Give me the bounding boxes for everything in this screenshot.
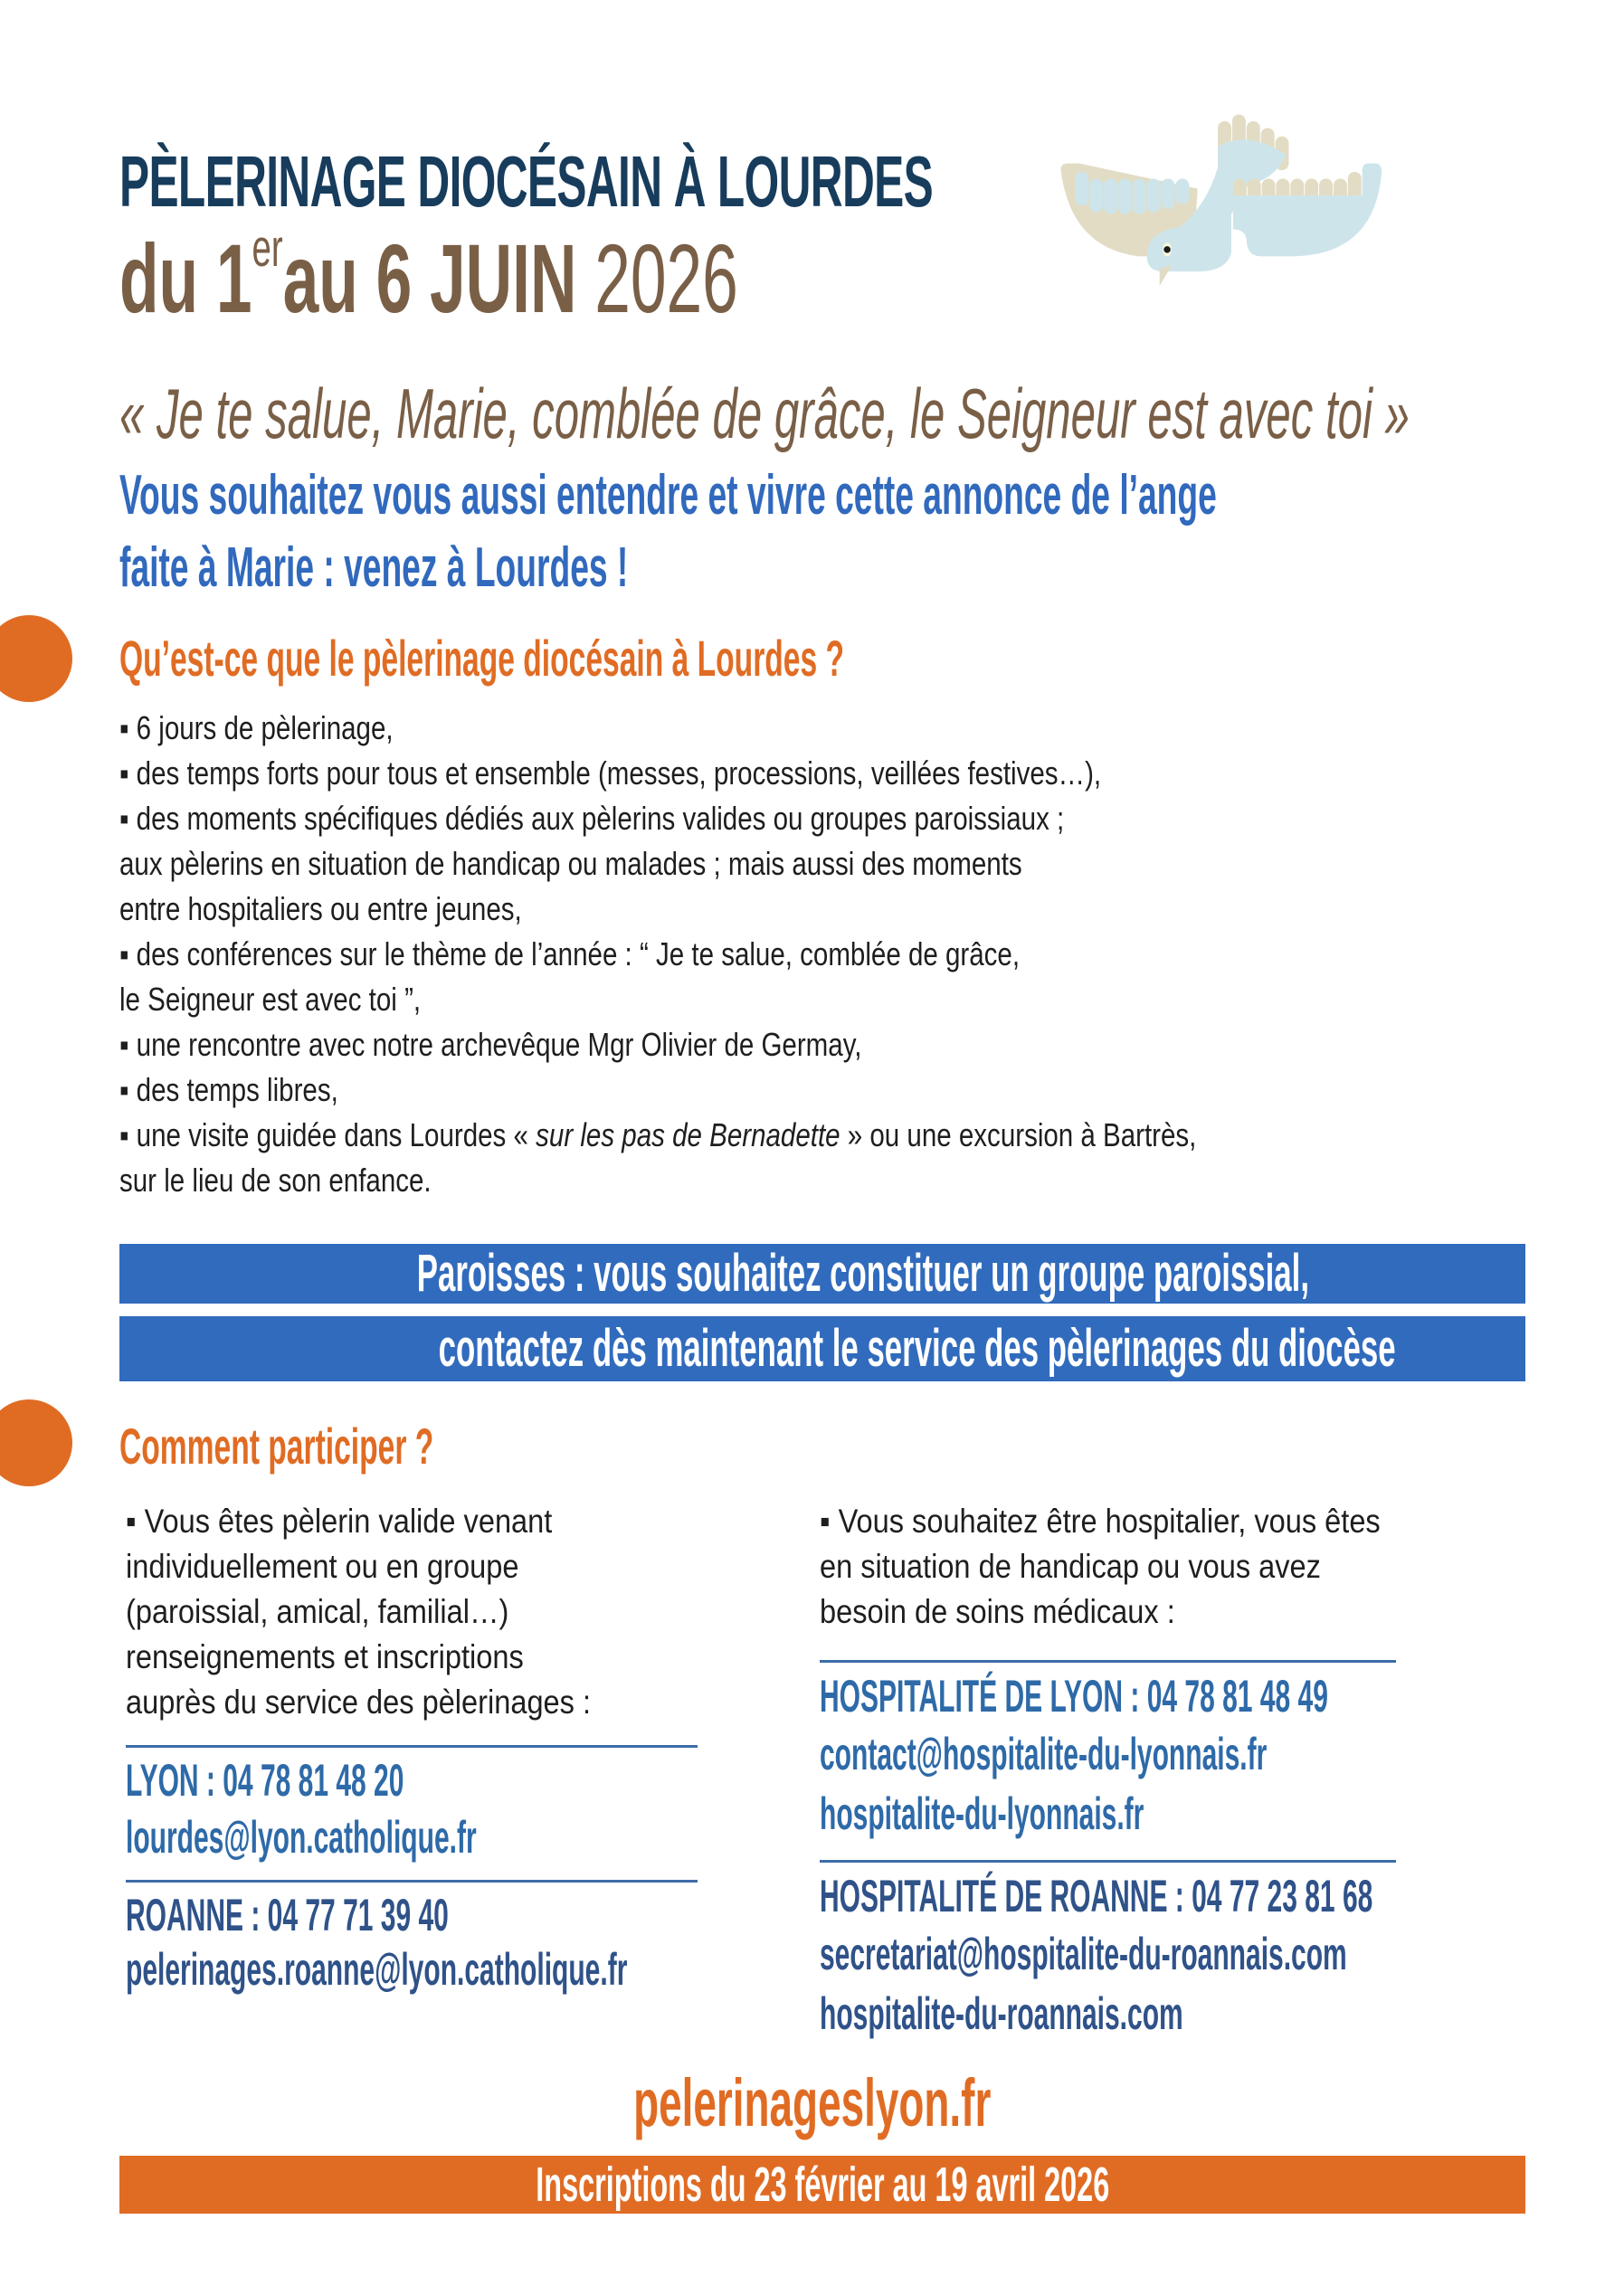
hospitalite-lyon-email-link[interactable] (820, 1724, 1624, 1784)
phone-text: HOSPITALITÉ DE LYON : 04 78 81 48 49 (820, 1671, 1328, 1722)
list-item-continued (119, 1158, 1567, 1203)
date-day1-suffix: er (252, 219, 283, 278)
parish-banner-line-1 (119, 1244, 1525, 1304)
list-item (119, 706, 1567, 751)
list-item (119, 1113, 1567, 1158)
item-text: » ou une excursion à Bartrès, (840, 1116, 1197, 1153)
item-text: aux pèlerins en situation de handicap ou malades ; mais aussi des moments (119, 845, 1022, 882)
banner-text: Paroisses : vous souhaitez constituer un groupe paroissial, (416, 1244, 1309, 1303)
list-item (119, 751, 1567, 796)
hospitalite-roanne-website-link[interactable] (820, 1984, 1624, 2044)
theme-quote (119, 373, 1624, 455)
hospitalite-lyon-phone[interactable] (820, 1668, 1624, 1724)
divider (820, 1860, 1396, 1863)
list-item (119, 1067, 1567, 1113)
col-line (820, 1499, 1624, 1544)
lead-text: faite à Marie : venez à Lourdes ! (119, 536, 629, 599)
line-text: en situation de handicap ou vous avez (820, 1548, 1321, 1585)
email-text: contact@hospitalite-du-lyonnais.fr (820, 1729, 1268, 1779)
line-text: auprès du service des pèlerinages : (126, 1684, 592, 1721)
lead-text: Vous souhaitez vous aussi entendre et vivre cette annonce de l’ange (119, 464, 1217, 526)
item-text: le Seigneur est avec toi ”, (119, 981, 422, 1018)
website-text: hospitalite-du-lyonnais.fr (820, 1788, 1144, 1839)
list-item-continued (119, 841, 1567, 887)
registration-banner (119, 2156, 1525, 2214)
item-italic: sur les pas de Bernadette (536, 1116, 840, 1153)
hospitalite-roanne-phone[interactable] (820, 1868, 1624, 1924)
list-item-continued (119, 887, 1567, 932)
list-item (119, 796, 1567, 841)
phone-text: ROANNE : 04 77 71 39 40 (126, 1890, 449, 1940)
website-text: hospitalite-du-roannais.com (820, 1988, 1183, 2039)
list-item (119, 1022, 1567, 1067)
date-prefix: du (119, 223, 216, 333)
email-text: pelerinages.roanne@lyon.catholique.fr (126, 1944, 628, 1995)
item-text: entre hospitaliers ou entre jeunes, (119, 890, 522, 927)
date-day1: 1 (215, 223, 252, 333)
website-link[interactable] (0, 2064, 1624, 2141)
divider (820, 1660, 1396, 1663)
list-item-continued (119, 977, 1567, 1022)
line-text: ▪ Vous êtes pèlerin valide venant (126, 1503, 553, 1540)
parish-banner-line-2 (119, 1316, 1525, 1381)
registration-text: Inscriptions du 23 février au 19 avril 2026 (536, 2158, 1109, 2212)
item-text: ▪ 6 jours de pèlerinage, (119, 709, 394, 746)
item-text: ▪ une visite guidée dans Lourdes « (119, 1116, 537, 1153)
email-text: secretariat@hospitalite-du-roannais.com (820, 1929, 1347, 1979)
item-text: ▪ des temps libres, (119, 1071, 338, 1108)
hospitality-column (820, 1499, 1624, 2044)
divider (126, 1745, 698, 1748)
line-text: renseignements et inscriptions (126, 1638, 524, 1675)
section-marker-dot (0, 1399, 72, 1486)
hospitalite-roanne-email-link[interactable] (820, 1924, 1624, 1984)
line-text: ▪ Vous souhaitez être hospitalier, vous êtes (820, 1503, 1381, 1540)
line-text: individuellement ou en groupe (126, 1548, 519, 1585)
phone-text: HOSPITALITÉ DE ROANNE : 04 77 23 81 68 (820, 1871, 1373, 1921)
section-marker-dot (0, 615, 72, 702)
quote-text: « Je te salue, Marie, comblée de grâce, le Seigneur est avec toi » (119, 374, 1410, 453)
date-mid: au (282, 223, 376, 333)
col-line (820, 1544, 1624, 1589)
section-heading-what (119, 629, 1327, 688)
email-text: lourdes@lyon.catholique.fr (126, 1812, 477, 1863)
program-list (119, 706, 1567, 1203)
event-dates (119, 219, 1057, 335)
hospitalite-lyon-website-link[interactable] (820, 1784, 1624, 1844)
phone-text: LYON : 04 78 81 48 20 (126, 1755, 404, 1806)
item-text: sur le lieu de son enfance. (119, 1162, 432, 1199)
item-text: ▪ des conférences sur le thème de l’année : “ Je te salue, comblée de grâce, (119, 935, 1021, 972)
date-end: 6 JUIN (375, 223, 577, 333)
item-text: ▪ des temps forts pour tous et ensemble (messes, processions, veillées festives…), (119, 754, 1102, 792)
date-year: 2026 (576, 223, 738, 333)
line-text: (paroissial, amical, familial…) (126, 1593, 509, 1630)
line-text: besoin de soins médicaux : (820, 1593, 1175, 1630)
heading-text: Qu’est-ce que le pèlerinage diocésain à Lourdes ? (119, 630, 845, 687)
lead-line-1 (119, 463, 1624, 527)
list-item (119, 932, 1567, 977)
lead-line-2 (119, 536, 967, 600)
item-text: ▪ des moments spécifiques dédiés aux pèlerins valides ou groupes paroissiaux ; (119, 800, 1065, 837)
title-text: PÈLERINAGE DIOCÉSAIN À LOURDES (119, 141, 934, 222)
website-text: pelerinageslyon.fr (632, 2065, 992, 2140)
heading-text: Comment participer ? (119, 1418, 434, 1475)
dove-icon (1054, 98, 1434, 297)
banner-text: contactez dès maintenant le service des pèlerinages du diocèse (438, 1319, 1396, 1378)
item-text: ▪ une rencontre avec notre archevêque Mgr Olivier de Germay, (119, 1026, 862, 1063)
divider (126, 1880, 698, 1883)
col-line (820, 1589, 1624, 1635)
section-heading-how (119, 1417, 643, 1475)
